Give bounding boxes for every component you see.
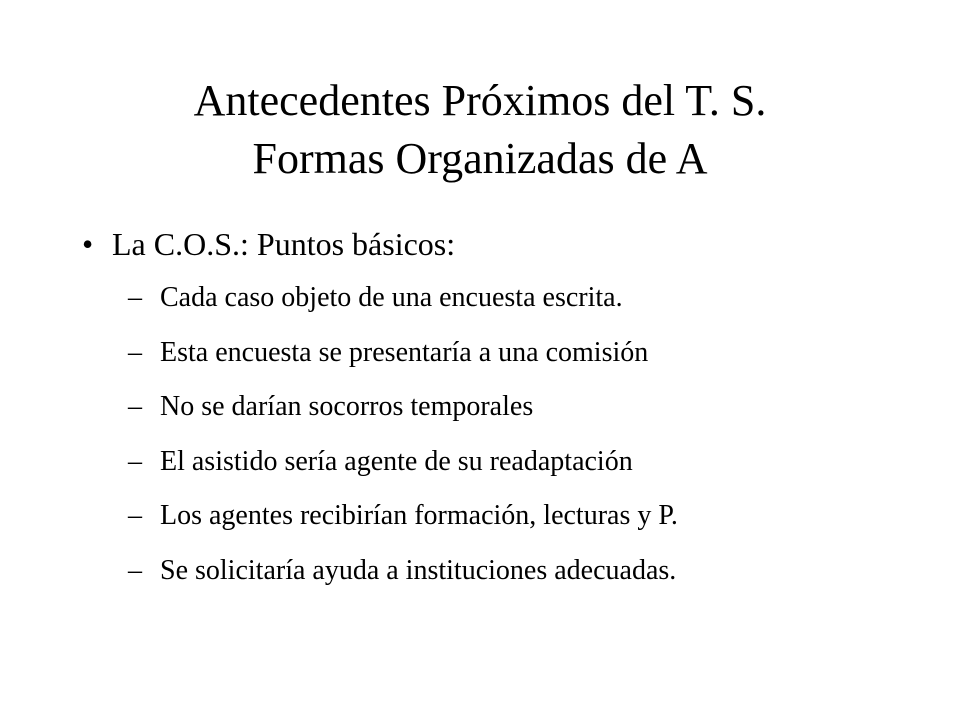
- main-point-text: La C.O.S.: Puntos básicos:: [112, 226, 456, 262]
- bullet-marker: •: [82, 226, 94, 262]
- sub-point-text: Cada caso objeto de una encuesta escrita.: [160, 282, 623, 313]
- dash-marker: –: [128, 336, 142, 368]
- slide-title: [0, 72, 960, 188]
- sub-points-list: [128, 279, 678, 607]
- sub-point-2: [128, 334, 678, 389]
- sub-point-5: [128, 497, 678, 552]
- sub-point-6: [128, 552, 678, 607]
- dash-marker: –: [128, 500, 142, 532]
- sub-point-text: Se solicitaría ayuda a instituciones adecuadas.: [160, 554, 677, 586]
- sub-point-1: [128, 279, 678, 334]
- title-line-2: Formas Organizadas de A: [252, 134, 708, 183]
- sub-point-text: Esta encuesta se presentaría a una comisión: [160, 336, 649, 368]
- title-line-1: Antecedentes Próximos del T. S.: [193, 76, 767, 125]
- main-bullet-point: [82, 222, 455, 266]
- sub-point-text: No se darían socorros temporales: [160, 391, 534, 423]
- dash-marker: –: [128, 391, 142, 423]
- sub-point-text: Los agentes recibirían formación, lecturas y P.: [160, 500, 678, 532]
- dash-marker: –: [128, 282, 142, 313]
- dash-marker: –: [128, 445, 142, 477]
- sub-point-text: El asistido sería agente de su readaptación: [160, 445, 633, 477]
- sub-point-3: [128, 388, 678, 443]
- dash-marker: –: [128, 554, 142, 586]
- sub-point-4: [128, 443, 678, 498]
